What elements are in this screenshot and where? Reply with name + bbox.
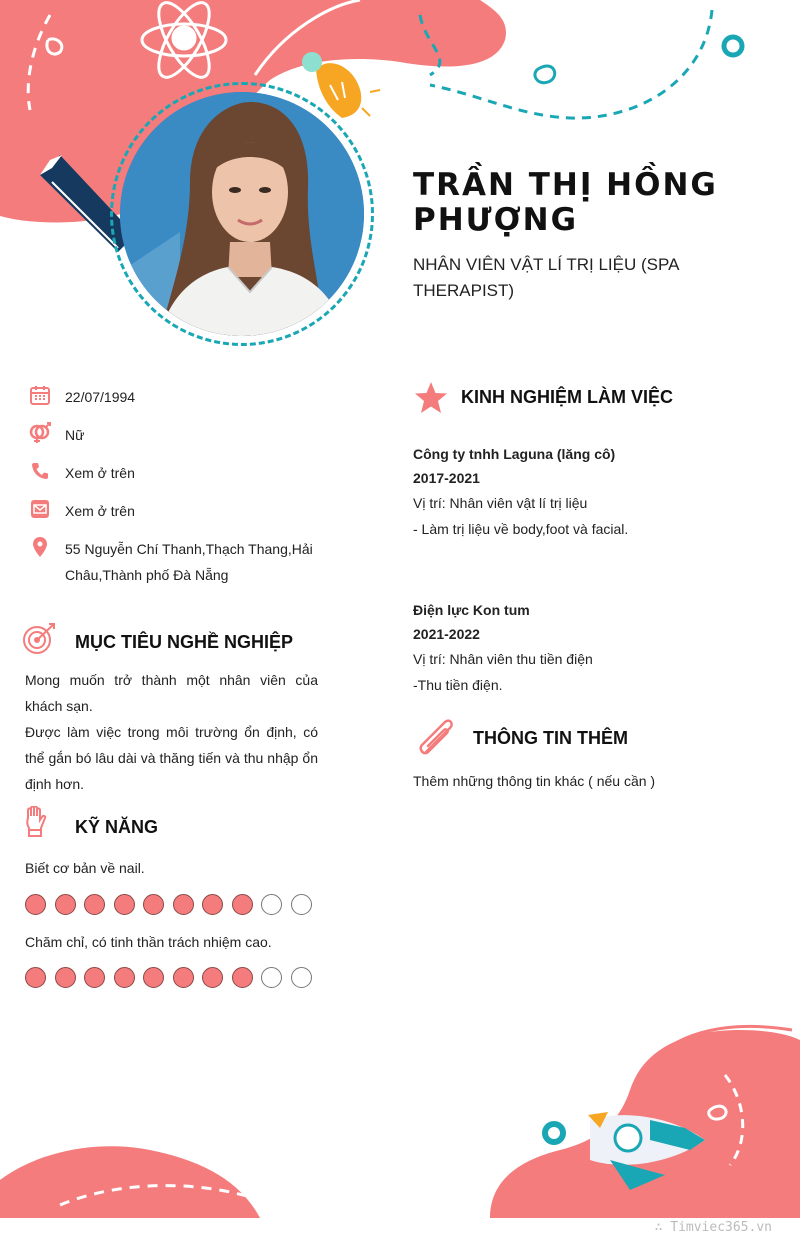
rating-dot-filled — [173, 894, 194, 915]
rating-dot-filled — [143, 967, 164, 988]
birthday-value: 22/07/1994 — [65, 389, 136, 405]
email-value: Xem ở trên — [65, 503, 135, 519]
skill-rating-1 — [25, 894, 312, 915]
hand-icon — [24, 806, 48, 838]
candidate-name: TRẦN THỊ HỒNG PHƯỢNG — [413, 167, 718, 238]
skills-title: KỸ NĂNG — [75, 817, 159, 837]
job-2-period: 2021-2022 — [413, 626, 480, 642]
rating-dot-filled — [114, 967, 135, 988]
location-pin-icon — [28, 536, 52, 558]
calendar-icon — [28, 384, 52, 406]
gender-icon — [28, 422, 52, 444]
job-2-description: -Thu tiền điện. — [413, 677, 503, 693]
skill-rating-2 — [25, 967, 312, 988]
address-value: 55 Nguyễn Chí Thanh,Thạch Thang,Hải Châu,Thành phố Đà Nẵng — [65, 541, 313, 583]
job-2-company: Điện lực Kon tum — [413, 602, 530, 618]
rating-dot-filled — [143, 894, 164, 915]
avatar — [120, 92, 364, 336]
job-1-role: Vị trí: Nhân viên vật lí trị liệu — [413, 495, 588, 511]
rating-dot-filled — [202, 967, 223, 988]
watermark: ∴ Timviec365.vn — [654, 1220, 772, 1235]
phone-row — [28, 460, 315, 486]
rating-dot-empty — [261, 894, 282, 915]
objective-line-2: Được làm việc trong môi trường ổn định, có thể gắn bó lâu dài và thăng tiến và thu nhập ổn định hơn. — [25, 724, 318, 792]
skill-name-2: Chăm chỉ, có tinh thần trách nhiệm cao. — [25, 934, 272, 950]
job-2-role: Vị trí: Nhân viên thu tiền điện — [413, 651, 593, 667]
rating-dot-filled — [55, 894, 76, 915]
rating-dot-empty — [291, 967, 312, 988]
paperclip-icon — [416, 718, 458, 758]
birthday-row — [28, 384, 315, 410]
additional-info-text: Thêm những thông tin khác ( nếu cần ) — [413, 773, 656, 789]
gender-value: Nữ — [65, 427, 85, 443]
rating-dot-empty — [261, 967, 282, 988]
address-row — [28, 536, 315, 588]
skill-name-1: Biết cơ bản về nail. — [25, 860, 145, 876]
rating-dot-filled — [25, 967, 46, 988]
rating-dot-filled — [114, 894, 135, 915]
job-1-period: 2017-2021 — [413, 470, 480, 486]
rating-dot-filled — [84, 894, 105, 915]
experience-title: KINH NGHIỆM LÀM VIỆC — [461, 387, 674, 407]
email-row — [28, 498, 315, 524]
rating-dot-filled — [232, 967, 253, 988]
email-icon — [28, 498, 52, 520]
rating-dot-filled — [25, 894, 46, 915]
rating-dot-filled — [55, 967, 76, 988]
phone-icon — [28, 460, 52, 482]
job-1-description: - Làm trị liệu về body,foot và facial. — [413, 521, 629, 537]
rating-dot-empty — [291, 894, 312, 915]
rating-dot-filled — [232, 894, 253, 915]
phone-value: Xem ở trên — [65, 465, 135, 481]
objective-title: MỤC TIÊU NGHỀ NGHIỆP — [75, 632, 294, 652]
additional-info-title: THÔNG TIN THÊM — [473, 728, 628, 748]
rating-dot-filled — [173, 967, 194, 988]
rating-dot-filled — [84, 967, 105, 988]
rating-dot-filled — [202, 894, 223, 915]
objective-line-1: Mong muốn trở thành một nhân viên của khách sạn. — [25, 672, 318, 714]
bottom-left-blob — [0, 1146, 260, 1218]
job-title: NHÂN VIÊN VẬT LÍ TRỊ LIỆU (SPA THERAPIST) — [413, 255, 679, 300]
job-1-company: Công ty tnhh Laguna (lăng cô) — [413, 446, 616, 462]
star-icon — [414, 381, 448, 415]
target-icon — [22, 622, 58, 656]
gender-row — [28, 422, 315, 448]
